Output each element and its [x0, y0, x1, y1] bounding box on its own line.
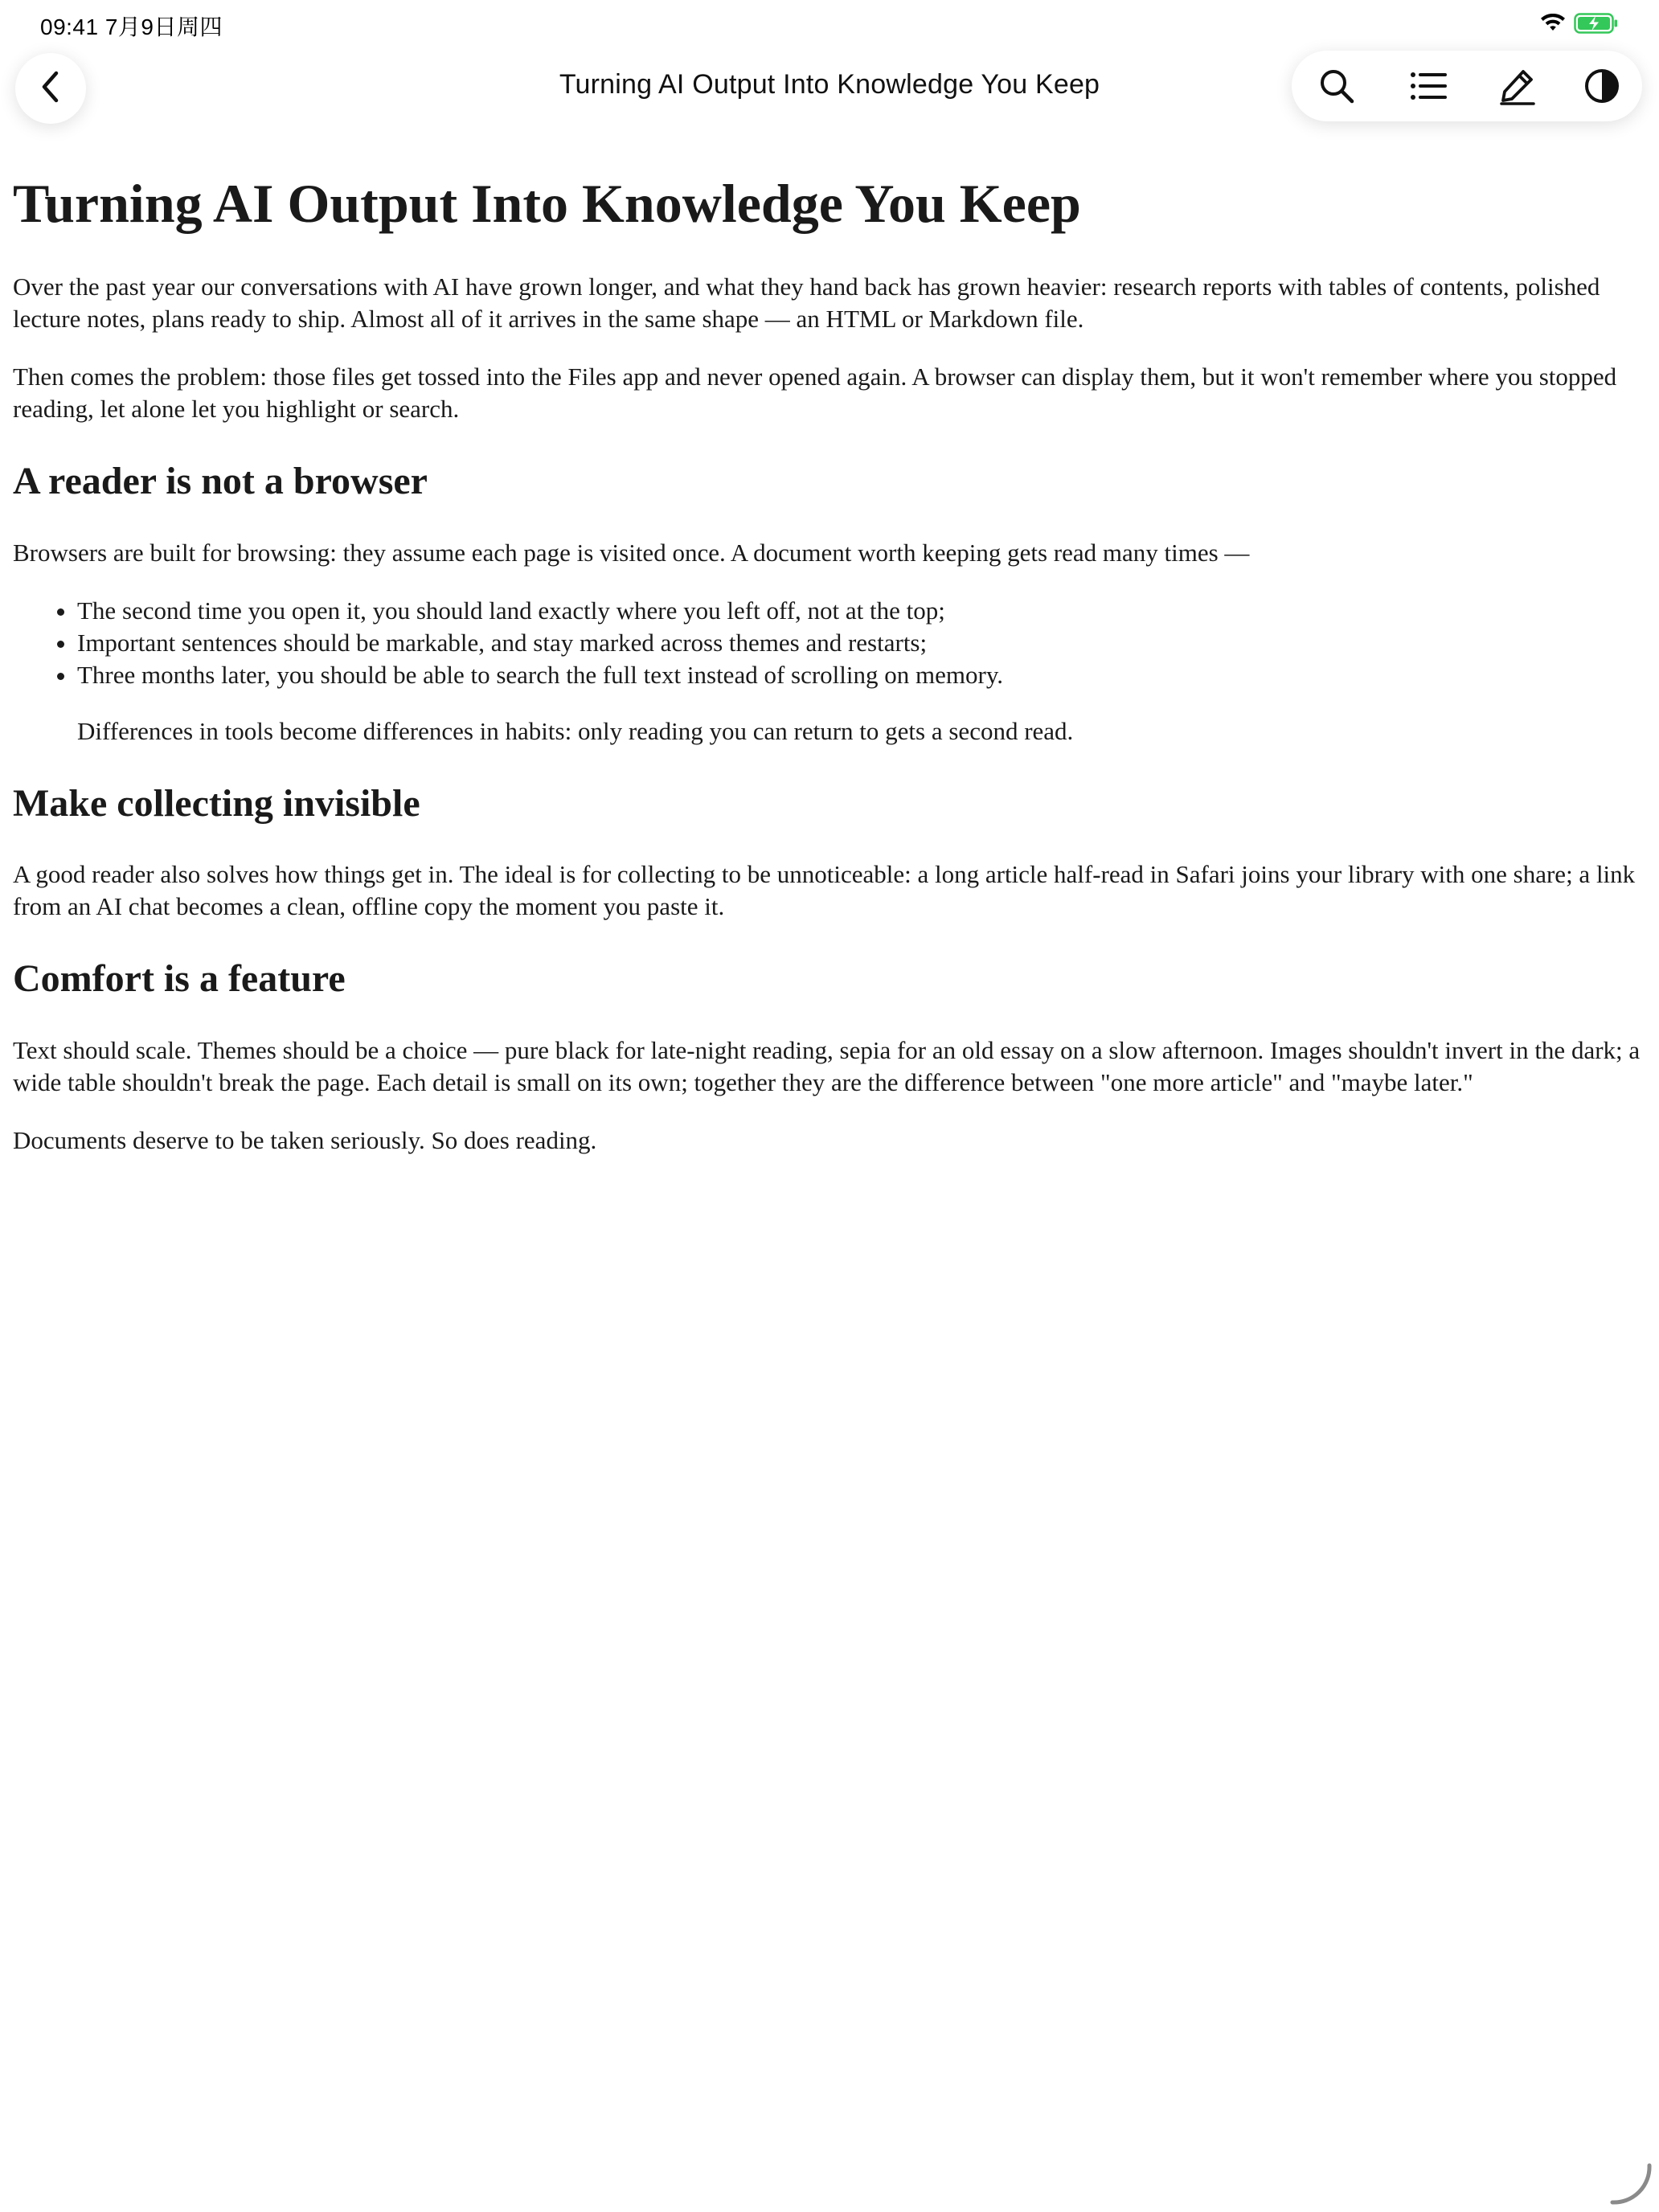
battery-charging-icon — [1574, 13, 1619, 34]
list-item: • The second time you open it, you should land exactly where you left off, not at the top; — [77, 595, 1645, 627]
section-heading: A reader is not a browser — [13, 459, 428, 502]
paragraph: Browsers are built for browsing: they assume each page is visited once. A document worth keeping gets read many times — — [13, 538, 1250, 567]
table-of-contents-button[interactable] — [1388, 51, 1469, 121]
paragraph: Over the past year our conversations with AI have grown longer, and what they hand back has grown heavier: research reports with tables of contents, polished lecture notes, plans ready to ship. Almost all of it arrives in the same shape — an HTML or Markdown file. — [13, 272, 1600, 333]
paragraph: A good reader also solves how things get in. The ideal is for collecting to be unnoticeable: a long article half-read in Safari joins your library with one share; a link from an AI chat becomes a clean, offline copy the moment you paste it. — [13, 860, 1636, 921]
status-time: 09:41 7月9日周四 — [40, 14, 223, 39]
bullet-list — [13, 595, 1645, 691]
pencil-icon — [1498, 67, 1537, 105]
window-resize-handle[interactable] — [1608, 2161, 1653, 2206]
blockquote: Differences in tools become differences in habits: only reading you can return to gets a second read. — [77, 716, 1074, 745]
theme-button[interactable] — [1562, 51, 1642, 121]
article-title: Turning AI Output Into Knowledge You Keep — [13, 173, 1081, 234]
wifi-icon — [1540, 14, 1566, 33]
nav-bar — [0, 50, 1659, 124]
nav-title: Turning AI Output Into Knowledge You Keep — [559, 69, 1100, 100]
contrast-icon — [1583, 67, 1621, 105]
paragraph: Documents deserve to be taken seriously. So does reading. — [13, 1126, 597, 1155]
list-icon — [1409, 70, 1448, 102]
article-content — [13, 161, 1645, 1182]
paragraph: Text should scale. Themes should be a choice — pure black for late-night reading, sepia for an old essay on a slow afternoon. Images shouldn't invert in the dark; a wide table shouldn't break the page. Each detail is small on its own; together they are the difference between "one more article" and "maybe later." — [13, 1036, 1641, 1097]
paragraph: Then comes the problem: those files get tossed into the Files app and never opened again. A browser can display them, but it won't remember where you stopped reading, let alone let you highlight or search. — [13, 362, 1617, 423]
list-item: • Important sentences should be markable, and stay marked across themes and restarts; — [77, 627, 1645, 659]
status-indicators — [1540, 13, 1619, 34]
section-heading: Comfort is a feature — [13, 957, 346, 1001]
highlight-button[interactable] — [1477, 51, 1558, 121]
toolbar — [1292, 51, 1642, 121]
search-button[interactable] — [1296, 51, 1377, 121]
section-heading: Make collecting invisible — [13, 781, 420, 825]
search-icon — [1317, 67, 1356, 105]
status-bar — [0, 0, 1659, 51]
list-item: • Three months later, you should be able to search the full text instead of scrolling on memory. — [77, 659, 1645, 691]
